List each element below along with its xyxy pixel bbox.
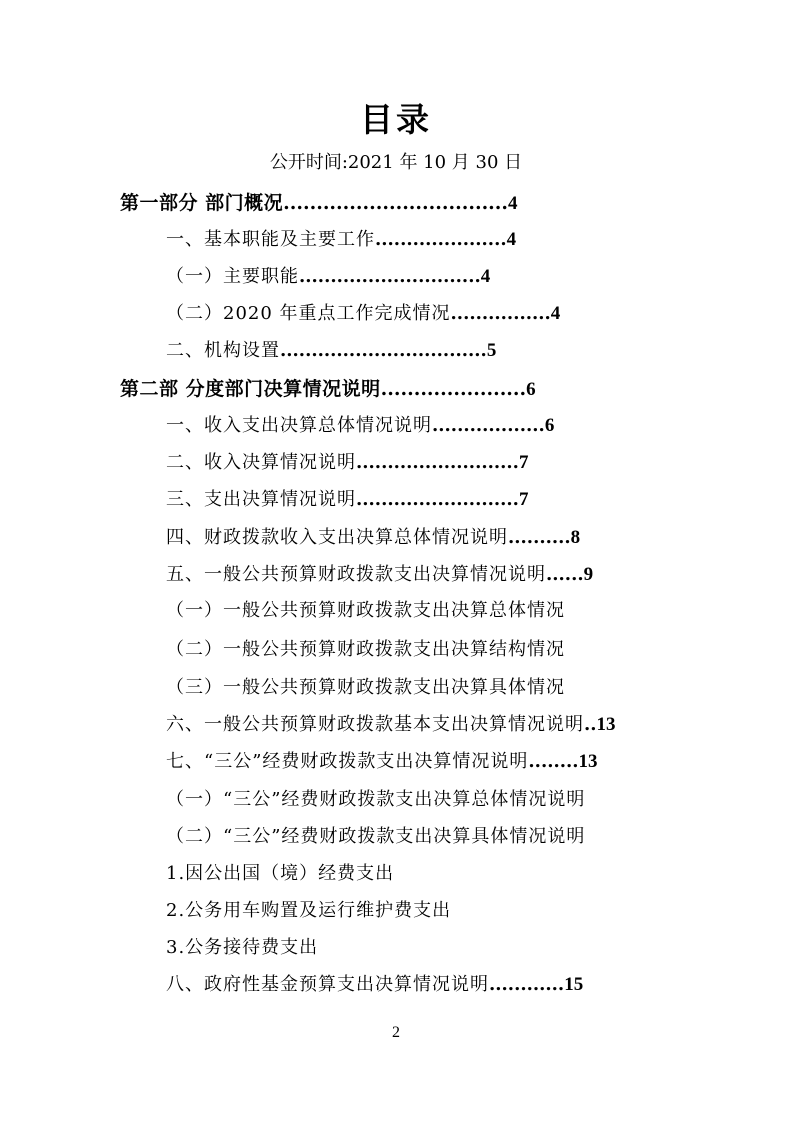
publish-date: 公开时间:2021 年 10 月 30 日: [269, 152, 523, 173]
toc-entry[interactable]: [166, 563, 593, 587]
toc-entry-leader: .................................: [280, 340, 487, 361]
toc-entry[interactable]: [166, 228, 516, 252]
toc-entry-title: （二）“三公”经费财政拨款支出决算具体情况说明: [166, 826, 586, 847]
toc-entry-page: 7: [518, 452, 529, 473]
toc-entry-page: 4: [506, 229, 517, 250]
toc-entry-title: （二）一般公共预算财政拨款支出决算结构情况: [166, 639, 565, 660]
toc-entry[interactable]: [166, 599, 565, 623]
toc-entry[interactable]: [166, 713, 616, 737]
toc-entry-page: 8: [570, 527, 581, 548]
toc-entry[interactable]: [166, 526, 580, 550]
toc-entry-page: 6: [526, 379, 536, 400]
toc-entry[interactable]: [120, 191, 518, 216]
toc-entry-page: 9: [583, 564, 594, 585]
toc-entry-title: （三）一般公共预算财政拨款支出决算具体情况: [166, 677, 565, 698]
toc-entry-leader: ..........................: [356, 452, 519, 473]
toc-entry-page: 15: [564, 974, 584, 995]
toc-entry[interactable]: [166, 414, 554, 438]
toc-entry-title: 二、收入决算情况说明: [166, 452, 356, 473]
toc-entry-page: 4: [508, 193, 518, 214]
toc-entry-title: （一）主要职能: [166, 266, 299, 287]
toc-entry[interactable]: [166, 638, 565, 662]
toc-entry-page: 5: [486, 340, 497, 361]
toc-entry[interactable]: [166, 899, 451, 923]
toc-entry[interactable]: [166, 488, 528, 512]
toc-entry-title: 三、支出决算情况说明: [166, 489, 356, 510]
toc-entry-title: 第一部分 部门概况: [120, 192, 284, 214]
toc-entry-leader: .............................: [299, 266, 481, 287]
toc-entry-page: 4: [480, 266, 491, 287]
toc-entry-title: （二）2020 年重点工作完成情况: [166, 303, 451, 324]
page-title: 目录: [360, 100, 432, 139]
toc-entry-leader: ......: [546, 564, 584, 585]
toc-entry-title: 七、“三公”经费财政拨款支出决算情况说明: [166, 751, 529, 772]
toc-entry[interactable]: [166, 973, 583, 997]
toc-entry[interactable]: [166, 265, 490, 289]
toc-entry-title: 2.公务用车购置及运行维护费支出: [166, 900, 452, 921]
toc-entry-title: 二、机构设置: [166, 340, 280, 361]
toc-entry-title: 六、一般公共预算财政拨款基本支出决算情况说明: [166, 714, 584, 735]
toc-entry[interactable]: [166, 825, 585, 849]
toc-entry-title: 一、收入支出决算总体情况说明: [166, 415, 432, 436]
toc-entry-page: 13: [596, 714, 616, 735]
toc-entry-page: 13: [578, 751, 598, 772]
toc-entry-leader: ..................................: [283, 192, 509, 214]
toc-entry-leader: ..........................: [356, 489, 519, 510]
toc-entry-title: （一）一般公共预算财政拨款支出决算总体情况: [166, 600, 565, 621]
toc-entry-title: 3.公务接待费支出: [166, 937, 319, 958]
toc-entry[interactable]: [120, 377, 536, 402]
toc-entry[interactable]: [166, 451, 528, 475]
toc-entry-title: （一）“三公”经费财政拨款支出决算总体情况说明: [166, 789, 586, 810]
toc-entry-leader: ..........: [508, 527, 571, 548]
toc-entry[interactable]: [166, 676, 565, 700]
toc-entry[interactable]: [166, 862, 394, 886]
toc-entry-leader: ................: [450, 303, 551, 324]
toc-entry-title: 八、政府性基金预算支出决算情况说明: [166, 974, 489, 995]
toc-entry-leader: ............: [489, 974, 565, 995]
page-number: 2: [392, 1024, 400, 1041]
toc-entry-page: 7: [518, 489, 529, 510]
toc-entry-title: 一、基本职能及主要工作: [166, 229, 375, 250]
toc-entry-leader: ........: [528, 751, 579, 772]
toc-entry[interactable]: [166, 302, 560, 326]
toc-entry-title: 四、财政拨款收入支出决算总体情况说明: [166, 527, 508, 548]
toc-entry-title: 第二部 分度部门决算情况说明: [120, 378, 381, 400]
toc-entry-title: 1.因公出国（境）经费支出: [166, 863, 395, 884]
toc-entry[interactable]: [166, 936, 318, 960]
toc-entry-title: 五、一般公共预算财政拨款支出决算情况说明: [166, 564, 546, 585]
toc-entry-leader: ......................: [380, 378, 527, 400]
toc-entry[interactable]: [166, 339, 496, 363]
toc-entry-leader: ..: [584, 714, 597, 735]
toc-entry-leader: ..................: [432, 415, 545, 436]
toc-entry-leader: .....................: [375, 229, 507, 250]
toc-entry-page: 4: [550, 303, 561, 324]
toc-entry-page: 6: [544, 415, 555, 436]
toc-entry[interactable]: [166, 750, 598, 774]
toc-entry[interactable]: [166, 788, 585, 812]
